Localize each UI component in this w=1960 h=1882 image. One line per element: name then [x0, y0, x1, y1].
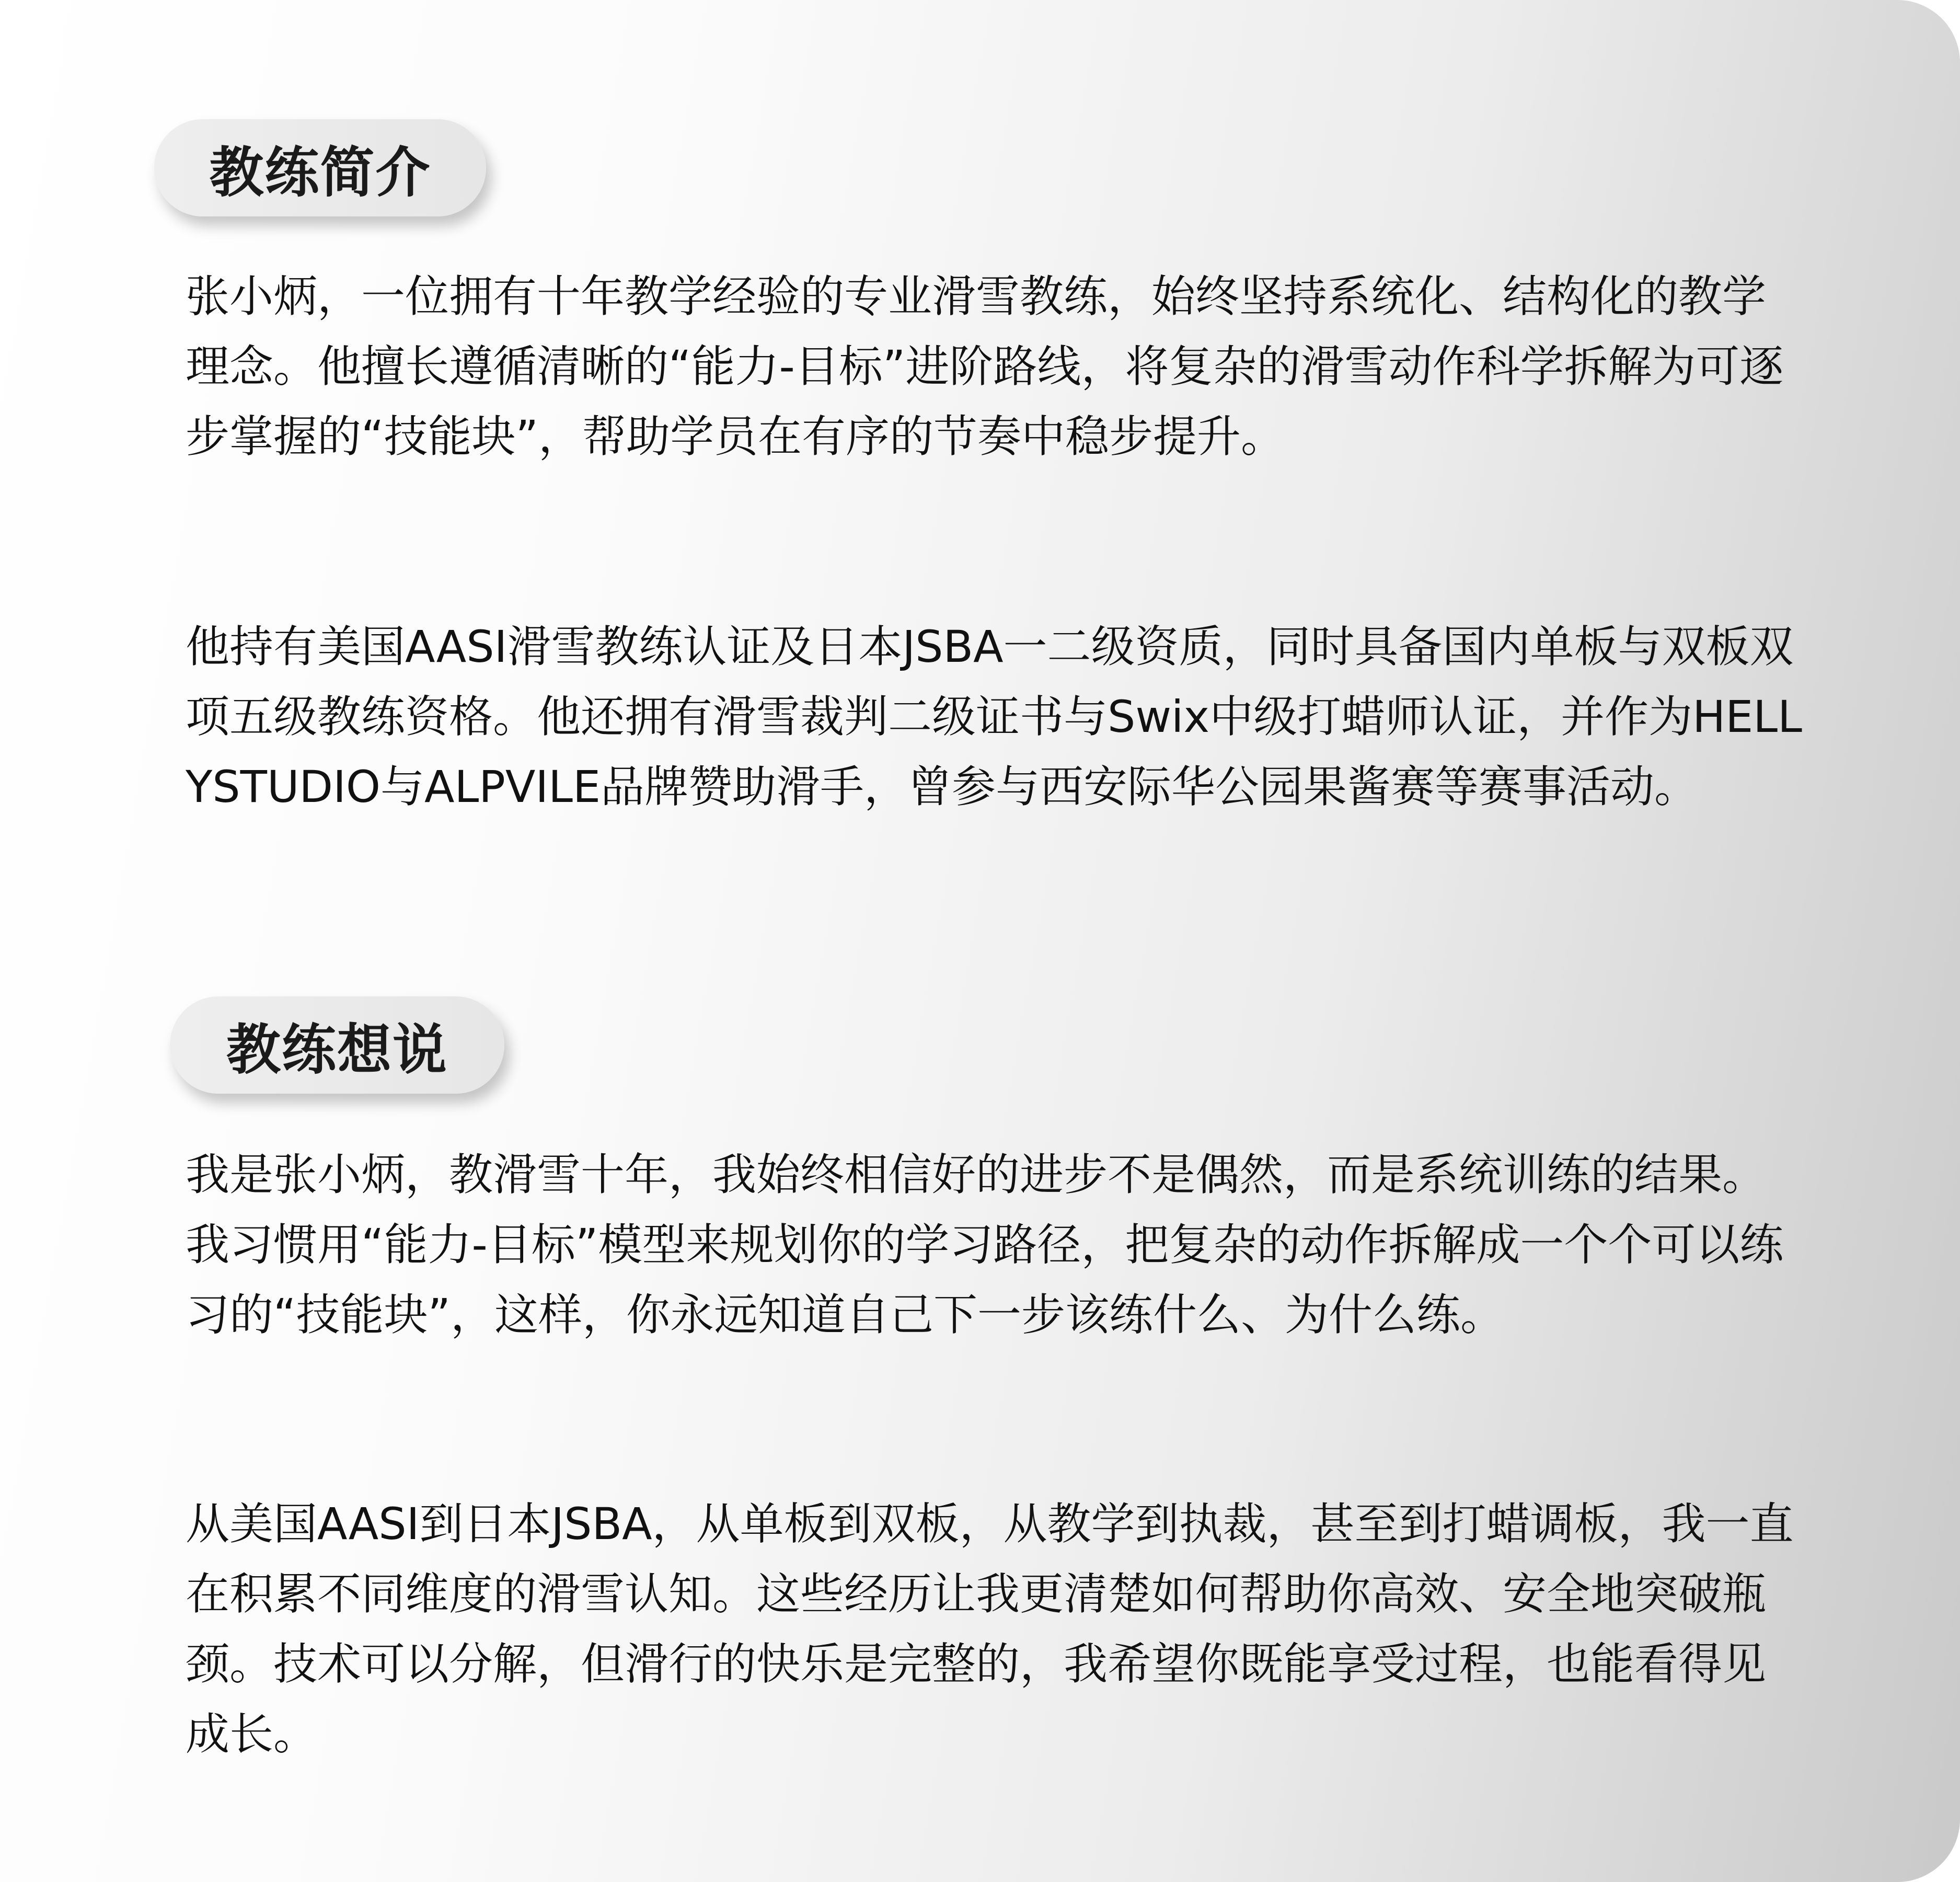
intro-paragraph-2: 他持有美国AASI滑雪教练认证及日本JSBA一二级资质，同时具备国内单板与双板双项五级教练资格。他还拥有滑雪裁判二级证书与Swix中级打蜡师认证，并作为HELLYSTUDIO与ALPVILE品牌赞助滑手，曾参与西安际华公园果酱赛等赛事活动。 [186, 621, 1802, 812]
section-title-text: 教练简介 [209, 141, 431, 204]
section-title-coach-words [170, 996, 504, 1094]
section-title-coach-intro [154, 119, 486, 216]
coach-words-paragraph-2: 从美国AASI到日本JSBA，从单板到双板，从教学到执裁，甚至到打蜡调板，我一直在积累不同维度的滑雪认知。这些经历让我更清楚如何帮助你高效、安全地突破瓶颈。技术可以分解，但滑行的快乐是完整的，我希望你既能享受过程，也能看得见成长。 [186, 1498, 1794, 1760]
section-title-text: 教练想说 [226, 1018, 448, 1082]
intro-paragraph-1: 张小炳，一位拥有十年教学经验的专业滑雪教练，始终坚持系统化、结构化的教学理念。他擅长遵循清晰的“能力-目标”进阶路线，将复杂的滑雪动作科学拆解为可逐步掌握的“技能块”，帮助学员在有序的节奏中稳步提升。 [186, 271, 1784, 462]
coach-words-paragraph-1: 我是张小炳，教滑雪十年，我始终相信好的进步不是偶然，而是系统训练的结果。我习惯用“能力-目标”模型来规划你的学习路径，把复杂的动作拆解成一个个可以练习的“技能块”，这样，你永远知道自己下一步该练什么、为什么练。 [186, 1149, 1784, 1340]
